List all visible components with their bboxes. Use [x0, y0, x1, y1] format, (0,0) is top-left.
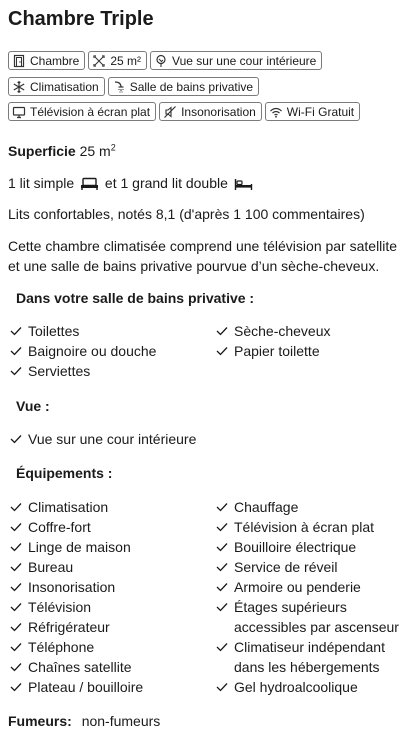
check-icon [10, 522, 22, 532]
check-icon [216, 326, 228, 336]
smoking-label: Fumeurs: [8, 713, 72, 729]
smoking-policy [8, 711, 160, 731]
list-item: Télévision à écran plat [214, 517, 402, 537]
list-item: Serviettes [8, 361, 156, 381]
check-icon [10, 326, 22, 336]
list-item: Coffre-fort [8, 517, 143, 537]
list-item: Vue sur une cour intérieure [8, 429, 196, 449]
double-bed-icon [234, 177, 253, 191]
list-item: Toilettes [8, 321, 156, 341]
tree-icon [154, 54, 168, 68]
facility-chips-row-2 [8, 77, 259, 96]
chip-area [88, 51, 147, 70]
check-icon [10, 562, 22, 572]
check-icon [10, 602, 22, 612]
facility-chips-row-3 [8, 102, 360, 121]
tv-icon [12, 105, 26, 119]
list-item: Baignoire ou douche [8, 341, 156, 361]
chip-private-bathroom [108, 77, 259, 96]
room-title: Chambre Triple [8, 8, 154, 30]
facility-chips-row-1 [8, 51, 322, 70]
check-icon [216, 582, 228, 592]
list-item: Papier toilette [214, 341, 331, 361]
bed-rating-text: Lits confortables, notés 8,1 (d'après 1 100 commentaires) [8, 206, 365, 222]
check-icon [216, 562, 228, 572]
chip-label: Vue sur une cour intérieure [172, 53, 317, 68]
list-item: Gel hydroalcoolique [214, 677, 402, 697]
door-icon [12, 54, 26, 68]
room-description: Cette chambre climatisée comprend une télévision par satellite et une salle de bains privative pourvue d’un sèche-cheveux. [8, 238, 398, 274]
list-item: Insonorisation [8, 577, 143, 597]
check-icon [10, 622, 22, 632]
chip-soundproofing [159, 102, 262, 121]
check-icon [216, 642, 228, 652]
chip-label: Insonorisation [181, 104, 256, 119]
list-item: Bouilloire électrique [214, 537, 402, 557]
chip-flat-screen-tv [8, 102, 156, 121]
chip-label: Chambre [30, 53, 80, 68]
surface-value: 25 m [79, 143, 111, 159]
check-icon [216, 682, 228, 692]
chip-label: Télévision à écran plat [30, 104, 151, 119]
check-icon [216, 602, 228, 612]
chip-label: Salle de bains privative [129, 79, 254, 94]
chip-label: Climatisation [30, 79, 99, 94]
bed-double-text: et 1 grand lit double [104, 175, 228, 191]
check-icon [10, 682, 22, 692]
check-icon [10, 542, 22, 552]
check-icon [216, 542, 228, 552]
surface-label: Superficie [8, 143, 76, 159]
list-item: Armoire ou penderie [214, 577, 402, 597]
equipment-heading: Équipements : [16, 465, 113, 481]
check-icon [10, 642, 22, 652]
check-icon [216, 522, 228, 532]
bathroom-list-col-1 [8, 321, 156, 381]
list-item: Linge de maison [8, 537, 143, 557]
soundproof-icon [163, 105, 177, 119]
list-item: Réfrigérateur [8, 617, 143, 637]
chip-label: 25 m² [110, 53, 142, 68]
check-icon [10, 582, 22, 592]
list-item: Chaînes satellite [8, 657, 143, 677]
shower-icon [112, 80, 126, 94]
room-surface [8, 141, 116, 161]
check-icon [10, 346, 22, 356]
smoking-value: non-fumeurs [81, 713, 161, 729]
bed-single-text: 1 lit simple [8, 175, 75, 191]
bathroom-heading: Dans votre salle de bains privative : [16, 290, 255, 306]
wifi-icon [269, 105, 283, 119]
surface-unit-exponent: 2 [110, 142, 116, 153]
list-item: Climatisation [8, 497, 143, 517]
check-icon [10, 366, 22, 376]
bed-configuration [8, 173, 255, 193]
single-bed-icon [80, 177, 99, 191]
chip-free-wifi [265, 102, 360, 121]
view-list [8, 429, 196, 449]
list-item: Télévision [8, 597, 143, 617]
list-item: Téléphone [8, 637, 143, 657]
chip-view [150, 51, 322, 70]
list-item: Étages supérieurs accessibles par ascenseur [214, 597, 402, 637]
bathroom-list-col-2 [214, 321, 331, 361]
list-item: Plateau / bouilloire [8, 677, 143, 697]
list-item: Service de réveil [214, 557, 402, 577]
check-icon [216, 502, 228, 512]
check-icon [216, 346, 228, 356]
chip-air-conditioning [8, 77, 105, 96]
equipment-list-col-1 [8, 497, 143, 697]
snowflake-icon [12, 80, 26, 94]
list-item: Sèche-cheveux [214, 321, 331, 341]
equipment-list-col-2 [214, 497, 402, 697]
chip-label: Wi-Fi Gratuit [286, 104, 355, 119]
check-icon [10, 502, 22, 512]
list-item: Bureau [8, 557, 143, 577]
check-icon [10, 662, 22, 672]
area-icon [92, 54, 106, 68]
check-icon [10, 434, 22, 444]
view-heading: Vue : [16, 398, 50, 414]
list-item: Climatiseur indépendant dans les hébergements [214, 637, 402, 677]
chip-room [8, 51, 85, 70]
list-item: Chauffage [214, 497, 402, 517]
